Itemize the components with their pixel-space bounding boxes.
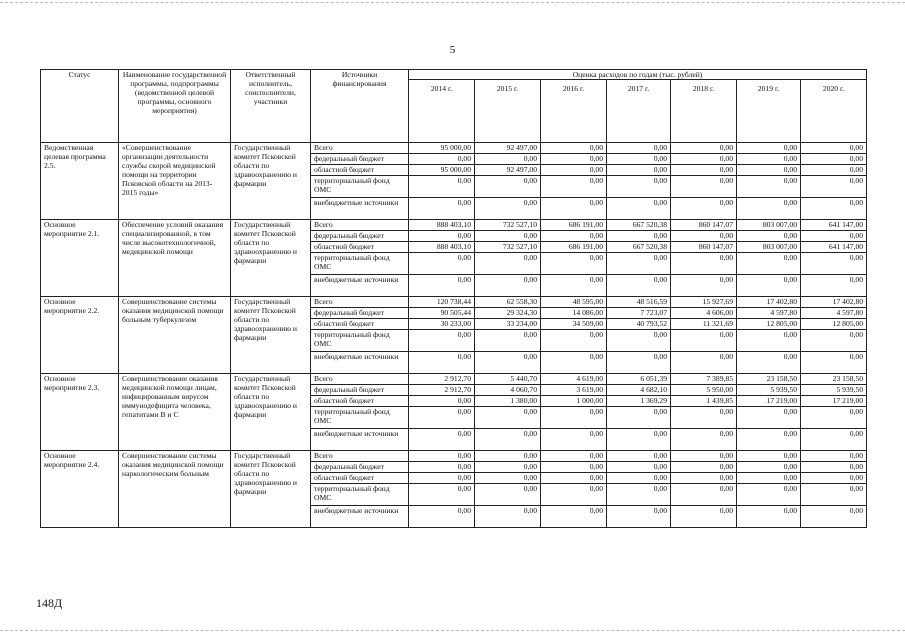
amount-cell: 0,00 — [801, 253, 867, 275]
funding-source-cell: внебюджетные источники — [311, 198, 409, 220]
funding-source-cell: федеральный бюджет — [311, 231, 409, 242]
header-responsible: Ответственный исполнитель, соисполнители, участники — [231, 70, 311, 143]
funding-source-cell: территориальный фонд ОМС — [311, 407, 409, 429]
amount-cell: 92 497,00 — [475, 143, 541, 154]
amount-cell: 0,00 — [607, 451, 671, 462]
amount-cell: 120 738,44 — [409, 297, 475, 308]
amount-cell: 0,00 — [607, 473, 671, 484]
amount-cell: 0,00 — [801, 451, 867, 462]
amount-cell: 0,00 — [475, 429, 541, 451]
amount-cell: 2 912,70 — [409, 385, 475, 396]
amount-cell: 0,00 — [541, 143, 607, 154]
amount-cell: 4 619,00 — [541, 374, 607, 385]
amount-cell: 0,00 — [541, 176, 607, 198]
amount-cell: 0,00 — [737, 231, 801, 242]
amount-cell: 1 380,00 — [475, 396, 541, 407]
funding-source-cell: территориальный фонд ОМС — [311, 176, 409, 198]
amount-cell: 0,00 — [409, 352, 475, 374]
amount-cell: 17 219,00 — [801, 396, 867, 407]
header-name: Наименование государственной программы, подпрограммы (ведомственной целевой программы, основного мероприятия) — [119, 70, 231, 143]
amount-cell: 95 000,00 — [409, 143, 475, 154]
amount-cell: 0,00 — [541, 462, 607, 473]
funding-source-cell: территориальный фонд ОМС — [311, 330, 409, 352]
amount-cell: 0,00 — [607, 506, 671, 528]
amount-cell: 0,00 — [737, 506, 801, 528]
amount-cell: 0,00 — [607, 462, 671, 473]
amount-cell: 48 516,59 — [607, 297, 671, 308]
scan-edge-bottom — [0, 630, 905, 631]
amount-cell: 0,00 — [801, 198, 867, 220]
amount-cell: 0,00 — [475, 352, 541, 374]
header-year: 2014 г. — [409, 80, 475, 143]
funding-source-cell: областной бюджет — [311, 165, 409, 176]
amount-cell: 0,00 — [541, 352, 607, 374]
amount-cell: 90 505,44 — [409, 308, 475, 319]
amount-cell: 0,00 — [671, 231, 737, 242]
amount-cell: 0,00 — [737, 154, 801, 165]
funding-source-cell: территориальный фонд ОМС — [311, 253, 409, 275]
amount-cell: 0,00 — [671, 473, 737, 484]
amount-cell: 0,00 — [541, 506, 607, 528]
amount-cell: 0,00 — [409, 231, 475, 242]
footer-code: 148Д — [36, 596, 63, 610]
amount-cell: 0,00 — [737, 330, 801, 352]
amount-cell: 0,00 — [801, 154, 867, 165]
amount-cell: 0,00 — [671, 407, 737, 429]
amount-cell: 0,00 — [475, 407, 541, 429]
amount-cell: 0,00 — [607, 352, 671, 374]
program-name-cell: «Совершенствование организации деятельности службы скорой медицинской помощи на территории Псковской области на 2013-2015 годы» — [119, 143, 231, 220]
funding-source-cell: территориальный фонд ОМС — [311, 484, 409, 506]
header-year: 2017 г. — [607, 80, 671, 143]
amount-cell: 0,00 — [475, 253, 541, 275]
amount-cell: 860 147,07 — [671, 220, 737, 231]
amount-cell: 0,00 — [737, 429, 801, 451]
funding-source-cell: внебюджетные источники — [311, 275, 409, 297]
amount-cell: 0,00 — [737, 253, 801, 275]
amount-cell: 0,00 — [409, 506, 475, 528]
amount-cell: 0,00 — [671, 484, 737, 506]
amount-cell: 0,00 — [541, 429, 607, 451]
budget-table — [40, 69, 867, 528]
amount-cell: 0,00 — [475, 176, 541, 198]
amount-cell: 0,00 — [409, 484, 475, 506]
funding-source-cell: областной бюджет — [311, 319, 409, 330]
amount-cell: 667 520,38 — [607, 242, 671, 253]
amount-cell: 0,00 — [607, 407, 671, 429]
amount-cell: 4 060,70 — [475, 385, 541, 396]
amount-cell: 686 191,00 — [541, 242, 607, 253]
amount-cell: 803 007,00 — [737, 242, 801, 253]
amount-cell: 0,00 — [409, 462, 475, 473]
funding-source-cell: федеральный бюджет — [311, 308, 409, 319]
amount-cell: 5 939,50 — [801, 385, 867, 396]
amount-cell: 12 805,00 — [737, 319, 801, 330]
amount-cell: 0,00 — [801, 231, 867, 242]
amount-cell: 888 403,10 — [409, 242, 475, 253]
scan-edge-top — [0, 2, 905, 3]
amount-cell: 0,00 — [541, 165, 607, 176]
amount-cell: 0,00 — [801, 429, 867, 451]
amount-cell: 0,00 — [607, 253, 671, 275]
amount-cell: 0,00 — [409, 451, 475, 462]
amount-cell: 34 509,00 — [541, 319, 607, 330]
amount-cell: 0,00 — [409, 473, 475, 484]
header-estimate: Оценка расходов по годам (тыс. рублей) — [409, 70, 867, 80]
amount-cell: 0,00 — [801, 143, 867, 154]
amount-cell: 23 158,50 — [737, 374, 801, 385]
amount-cell: 0,00 — [737, 176, 801, 198]
amount-cell: 0,00 — [737, 198, 801, 220]
amount-cell: 0,00 — [607, 330, 671, 352]
program-name-cell: Совершенствование системы оказания медицинской помощи наркологическим больным — [119, 451, 231, 528]
funding-source-cell: Всего — [311, 143, 409, 154]
amount-cell: 40 793,52 — [607, 319, 671, 330]
amount-cell: 0,00 — [409, 154, 475, 165]
amount-cell: 0,00 — [737, 451, 801, 462]
amount-cell: 0,00 — [475, 330, 541, 352]
table-row — [41, 220, 867, 231]
amount-cell: 0,00 — [671, 176, 737, 198]
amount-cell: 0,00 — [409, 407, 475, 429]
header-sources: Источники финансирования — [311, 70, 409, 143]
program-status-cell: Основное мероприятие 2.3. — [41, 374, 119, 451]
header-year: 2016 г. — [541, 80, 607, 143]
amount-cell: 2 912,70 — [409, 374, 475, 385]
amount-cell: 92 497,00 — [475, 165, 541, 176]
amount-cell: 48 595,00 — [541, 297, 607, 308]
amount-cell: 0,00 — [801, 275, 867, 297]
amount-cell: 0,00 — [607, 275, 671, 297]
amount-cell: 0,00 — [801, 473, 867, 484]
amount-cell: 0,00 — [607, 154, 671, 165]
amount-cell: 0,00 — [671, 506, 737, 528]
program-status-cell: Основное мероприятие 2.1. — [41, 220, 119, 297]
amount-cell: 0,00 — [607, 484, 671, 506]
amount-cell: 0,00 — [607, 165, 671, 176]
responsible-cell: Государственный комитет Псковской области по здравоохранению и фармации — [231, 451, 311, 528]
header-year: 2015 г. — [475, 80, 541, 143]
header-row-1 — [41, 70, 867, 80]
amount-cell: 1 369,29 — [607, 396, 671, 407]
amount-cell: 0,00 — [671, 275, 737, 297]
amount-cell: 0,00 — [541, 231, 607, 242]
amount-cell: 33 234,00 — [475, 319, 541, 330]
program-name-cell: Обеспечение условий оказания специализированной, в том числе высокотехнологичной, медицинской помощи — [119, 220, 231, 297]
amount-cell: 686 191,00 — [541, 220, 607, 231]
amount-cell: 4 597,80 — [801, 308, 867, 319]
program-name-cell: Совершенствование оказания медицинской помощи лицам, инфицированным вирусом иммунодефицита человека, гепатитами В и С — [119, 374, 231, 451]
amount-cell: 0,00 — [409, 176, 475, 198]
amount-cell: 6 051,39 — [607, 374, 671, 385]
program-status-cell: Основное мероприятие 2.2. — [41, 297, 119, 374]
amount-cell: 0,00 — [475, 462, 541, 473]
amount-cell: 62 558,30 — [475, 297, 541, 308]
amount-cell: 5 950,00 — [671, 385, 737, 396]
funding-source-cell: внебюджетные источники — [311, 506, 409, 528]
funding-source-cell: внебюджетные источники — [311, 352, 409, 374]
funding-source-cell: федеральный бюджет — [311, 462, 409, 473]
amount-cell: 17 402,80 — [801, 297, 867, 308]
program-status-cell: Основное мероприятие 2.4. — [41, 451, 119, 528]
amount-cell: 0,00 — [475, 451, 541, 462]
funding-source-cell: Всего — [311, 297, 409, 308]
amount-cell: 0,00 — [541, 473, 607, 484]
amount-cell: 95 000,00 — [409, 165, 475, 176]
table-row — [41, 374, 867, 385]
amount-cell: 0,00 — [801, 506, 867, 528]
amount-cell: 17 219,00 — [737, 396, 801, 407]
amount-cell: 0,00 — [541, 330, 607, 352]
funding-source-cell: областной бюджет — [311, 396, 409, 407]
amount-cell: 5 440,70 — [475, 374, 541, 385]
amount-cell: 1 439,85 — [671, 396, 737, 407]
header-year: 2020 г. — [801, 80, 867, 143]
amount-cell: 0,00 — [607, 143, 671, 154]
amount-cell: 5 939,50 — [737, 385, 801, 396]
amount-cell: 17 402,80 — [737, 297, 801, 308]
amount-cell: 803 007,00 — [737, 220, 801, 231]
amount-cell: 0,00 — [737, 275, 801, 297]
amount-cell: 0,00 — [801, 176, 867, 198]
amount-cell: 0,00 — [801, 165, 867, 176]
amount-cell: 0,00 — [475, 198, 541, 220]
amount-cell: 0,00 — [541, 198, 607, 220]
amount-cell: 0,00 — [671, 429, 737, 451]
amount-cell: 0,00 — [737, 462, 801, 473]
amount-cell: 0,00 — [671, 154, 737, 165]
amount-cell: 23 158,50 — [801, 374, 867, 385]
amount-cell: 0,00 — [671, 165, 737, 176]
amount-cell: 0,00 — [607, 176, 671, 198]
amount-cell: 0,00 — [671, 198, 737, 220]
amount-cell: 0,00 — [475, 231, 541, 242]
amount-cell: 732 527,10 — [475, 220, 541, 231]
amount-cell: 0,00 — [801, 407, 867, 429]
amount-cell: 0,00 — [671, 462, 737, 473]
amount-cell: 860 147,07 — [671, 242, 737, 253]
header-year: 2018 г. — [671, 80, 737, 143]
funding-source-cell: внебюджетные источники — [311, 429, 409, 451]
amount-cell: 0,00 — [475, 154, 541, 165]
amount-cell: 0,00 — [475, 275, 541, 297]
amount-cell: 7 389,85 — [671, 374, 737, 385]
amount-cell: 888 403,10 — [409, 220, 475, 231]
amount-cell: 12 805,00 — [801, 319, 867, 330]
amount-cell: 0,00 — [737, 473, 801, 484]
table-row — [41, 451, 867, 462]
amount-cell: 0,00 — [737, 484, 801, 506]
amount-cell: 0,00 — [671, 330, 737, 352]
amount-cell: 0,00 — [801, 352, 867, 374]
amount-cell: 641 147,00 — [801, 220, 867, 231]
amount-cell: 0,00 — [541, 484, 607, 506]
amount-cell: 0,00 — [801, 330, 867, 352]
amount-cell: 4 597,80 — [737, 308, 801, 319]
funding-source-cell: областной бюджет — [311, 473, 409, 484]
amount-cell: 4 606,00 — [671, 308, 737, 319]
amount-cell: 11 321,69 — [671, 319, 737, 330]
amount-cell: 0,00 — [409, 396, 475, 407]
amount-cell: 0,00 — [541, 407, 607, 429]
responsible-cell: Государственный комитет Псковской области по здравоохранению и фармации — [231, 220, 311, 297]
amount-cell: 29 324,30 — [475, 308, 541, 319]
amount-cell: 3 619,00 — [541, 385, 607, 396]
amount-cell: 15 927,69 — [671, 297, 737, 308]
amount-cell: 0,00 — [801, 484, 867, 506]
page-number: 5 — [449, 44, 456, 56]
amount-cell: 14 086,00 — [541, 308, 607, 319]
amount-cell: 1 000,00 — [541, 396, 607, 407]
program-name-cell: Совершенствование системы оказания медицинской помощи больным туберкулезом — [119, 297, 231, 374]
amount-cell: 0,00 — [541, 451, 607, 462]
amount-cell: 0,00 — [409, 429, 475, 451]
header-status: Статус — [41, 70, 119, 143]
amount-cell: 0,00 — [607, 231, 671, 242]
funding-source-cell: Всего — [311, 220, 409, 231]
amount-cell: 641 147,00 — [801, 242, 867, 253]
amount-cell: 0,00 — [607, 198, 671, 220]
funding-source-cell: федеральный бюджет — [311, 385, 409, 396]
amount-cell: 0,00 — [671, 352, 737, 374]
header-year: 2019 г. — [737, 80, 801, 143]
funding-source-cell: Всего — [311, 374, 409, 385]
amount-cell: 0,00 — [541, 253, 607, 275]
amount-cell: 0,00 — [409, 253, 475, 275]
responsible-cell: Государственный комитет Псковской области по здравоохранению и фармации — [231, 143, 311, 220]
amount-cell: 0,00 — [409, 275, 475, 297]
amount-cell: 0,00 — [475, 473, 541, 484]
funding-source-cell: федеральный бюджет — [311, 154, 409, 165]
amount-cell: 0,00 — [475, 484, 541, 506]
table-row — [41, 297, 867, 308]
table-row — [41, 143, 867, 154]
responsible-cell: Государственный комитет Псковской области по здравоохранению и фармации — [231, 374, 311, 451]
amount-cell: 0,00 — [541, 154, 607, 165]
funding-source-cell: областной бюджет — [311, 242, 409, 253]
amount-cell: 7 723,07 — [607, 308, 671, 319]
amount-cell: 0,00 — [475, 506, 541, 528]
amount-cell: 30 233,00 — [409, 319, 475, 330]
amount-cell: 0,00 — [737, 407, 801, 429]
amount-cell: 0,00 — [737, 165, 801, 176]
amount-cell: 667 520,38 — [607, 220, 671, 231]
amount-cell: 0,00 — [737, 143, 801, 154]
amount-cell: 0,00 — [671, 451, 737, 462]
table-body — [41, 143, 867, 528]
responsible-cell: Государственный комитет Псковской области по здравоохранению и фармации — [231, 297, 311, 374]
funding-source-cell: Всего — [311, 451, 409, 462]
amount-cell: 0,00 — [409, 198, 475, 220]
amount-cell: 4 682,10 — [607, 385, 671, 396]
program-status-cell: Ведомственная целевая программа 2.5. — [41, 143, 119, 220]
amount-cell: 0,00 — [801, 462, 867, 473]
amount-cell: 0,00 — [607, 429, 671, 451]
amount-cell: 0,00 — [737, 352, 801, 374]
amount-cell: 0,00 — [541, 275, 607, 297]
amount-cell: 0,00 — [671, 253, 737, 275]
amount-cell: 0,00 — [671, 143, 737, 154]
amount-cell: 732 527,10 — [475, 242, 541, 253]
amount-cell: 0,00 — [409, 330, 475, 352]
